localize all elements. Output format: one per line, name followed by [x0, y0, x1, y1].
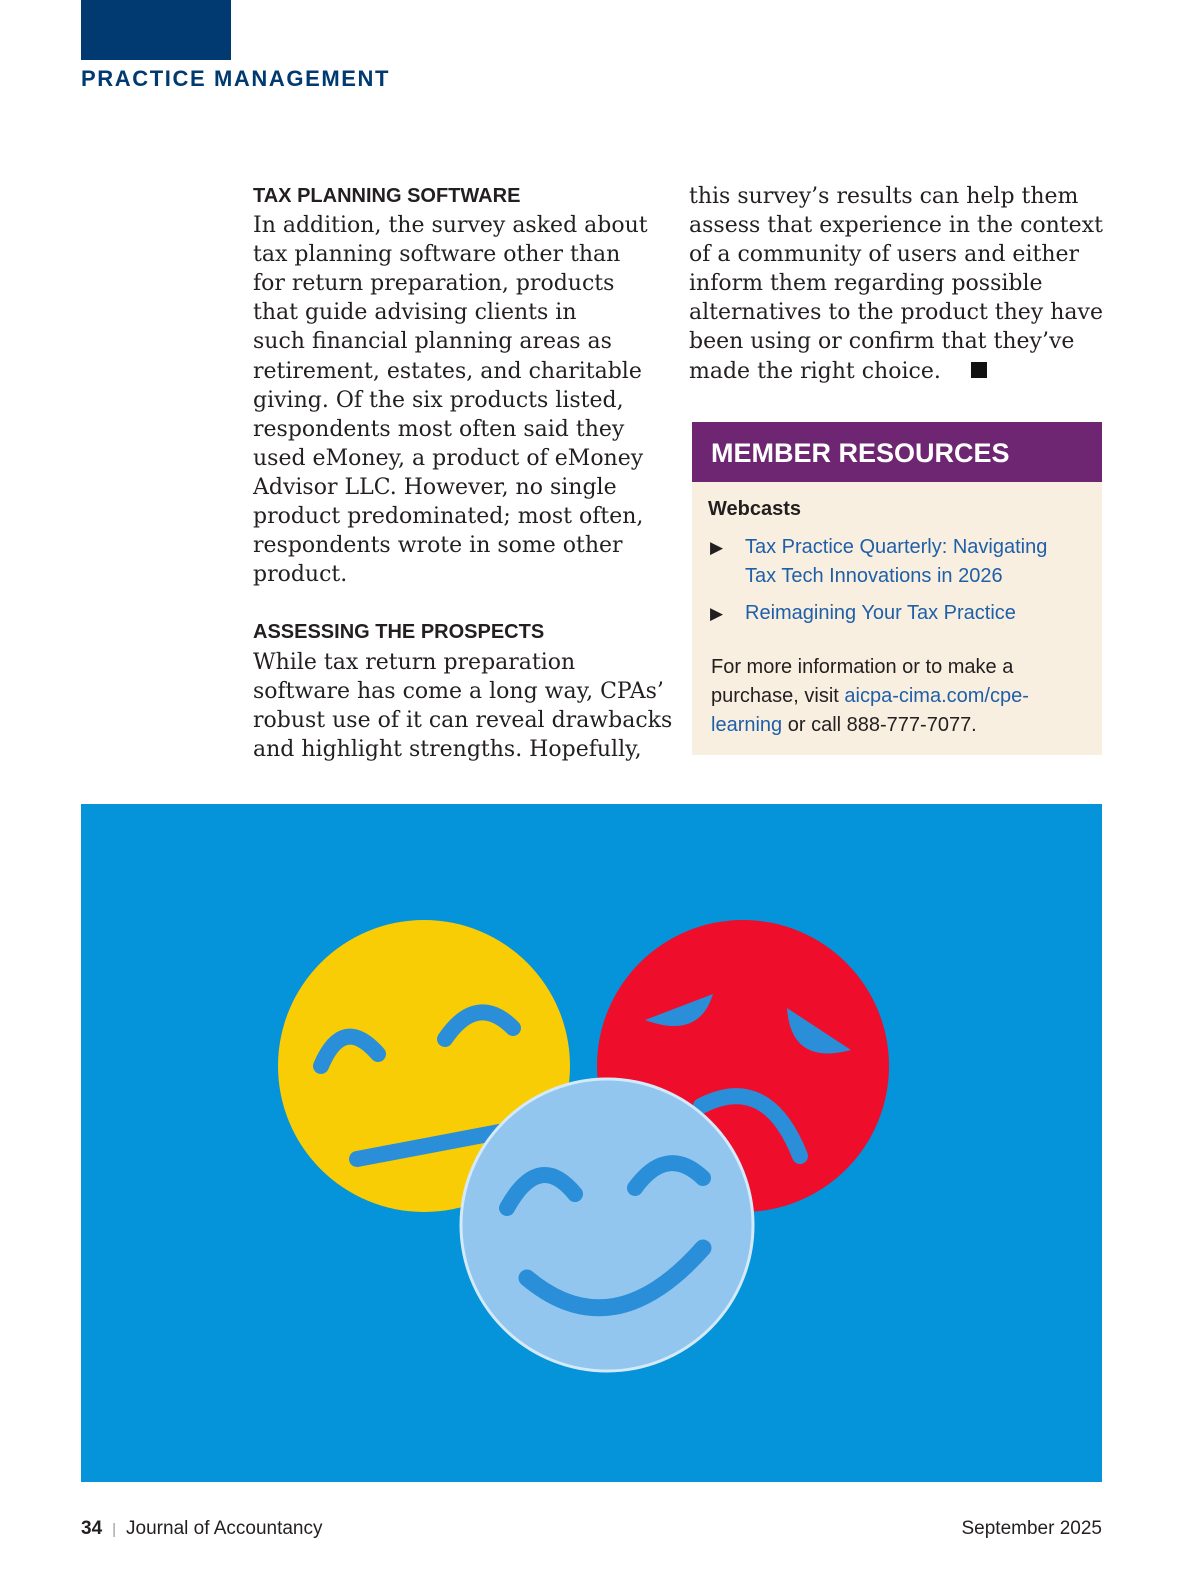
body-line: software has come a long way, CPAs’	[253, 678, 664, 704]
body-line: product.	[253, 562, 348, 588]
body-line: alternatives to the product they have	[689, 300, 1103, 326]
body-line: assess that experience in the context	[689, 213, 1103, 239]
info-text: purchase, visit	[711, 685, 845, 707]
page-number: 34	[81, 1518, 103, 1539]
info-line	[711, 682, 1029, 711]
publication-name: Journal of Accountancy	[126, 1518, 323, 1539]
webcast-link-line[interactable]: Tax Practice Quarterly: Navigating	[745, 536, 1048, 558]
section-label: PRACTICE MANAGEMENT	[81, 66, 391, 91]
happy-face-disc	[461, 1079, 753, 1371]
body-line: In addition, the survey asked about	[253, 213, 648, 239]
emoji-faces-illustration	[81, 804, 1102, 1482]
body-line: that guide advising clients in	[253, 300, 577, 326]
body-line-text: made the right choice.	[689, 358, 941, 384]
body-line: for return preparation, products	[253, 271, 615, 297]
body-line: used eMoney, a product of eMoney	[253, 445, 644, 471]
info-line	[711, 711, 1029, 740]
body-line: of a community of users and either	[689, 242, 1080, 268]
aicpa-cima-link[interactable]: aicpa-cima.com/cpe-	[844, 685, 1029, 707]
triangle-bullet-icon: ▶	[710, 604, 724, 623]
end-of-article-mark-icon	[971, 362, 987, 378]
webcasts-subheading: Webcasts	[708, 498, 802, 520]
header-color-block	[81, 0, 231, 60]
webcast-link-line[interactable]: Reimagining Your Tax Practice	[745, 602, 1016, 624]
article-right-column	[689, 182, 1109, 386]
body-line: retirement, estates, and charitable	[253, 358, 642, 384]
emoji-faces-svg	[81, 804, 1102, 1482]
body-line: and highlight strengths. Hopefully,	[253, 736, 642, 762]
body-line: this survey’s results can help them	[689, 184, 1079, 209]
body-line: robust use of it can reveal drawbacks	[253, 707, 673, 733]
body-line-last	[689, 357, 1109, 386]
happy-face-icon	[461, 1079, 753, 1371]
member-resources-box	[692, 422, 1102, 755]
body-line: respondents most often said they	[253, 416, 625, 442]
info-text: or call 888-777-7077.	[782, 714, 977, 736]
purchase-info	[711, 653, 1029, 740]
member-resources-title: MEMBER RESOURCES	[692, 422, 1102, 482]
triangle-bullet-icon: ▶	[710, 538, 724, 557]
body-line: giving. Of the six products listed,	[253, 387, 624, 413]
webcast-link-tax-practice-quarterly[interactable]	[710, 533, 1047, 591]
paragraph-gap	[253, 589, 673, 618]
heading-assessing-the-prospects: ASSESSING THE PROSPECTS	[253, 621, 545, 644]
heading-tax-planning-software: TAX PLANNING SOFTWARE	[253, 185, 521, 207]
info-line: For more information or to make a	[711, 656, 1014, 678]
issue-date: September 2025	[961, 1518, 1102, 1539]
body-line: such financial planning areas as	[253, 329, 612, 355]
footer-separator: |	[112, 1521, 117, 1538]
body-line: respondents wrote in some other	[253, 533, 623, 559]
body-line: product predominated; most often,	[253, 504, 644, 530]
aicpa-cima-link-continued[interactable]: learning	[711, 714, 783, 736]
webcast-link-reimagining-your-tax-practice[interactable]	[710, 599, 1016, 628]
body-line: tax planning software other than	[253, 242, 621, 268]
body-line: Advisor LLC. However, no single	[253, 474, 617, 500]
body-line: been using or confirm that they’ve	[689, 329, 1075, 355]
article-left-column	[253, 182, 673, 764]
body-line: While tax return preparation	[253, 649, 576, 675]
body-line: inform them regarding possible	[689, 271, 1043, 297]
footer-publication	[81, 1518, 323, 1540]
webcast-link-line[interactable]: Tax Tech Innovations in 2026	[745, 565, 1003, 587]
